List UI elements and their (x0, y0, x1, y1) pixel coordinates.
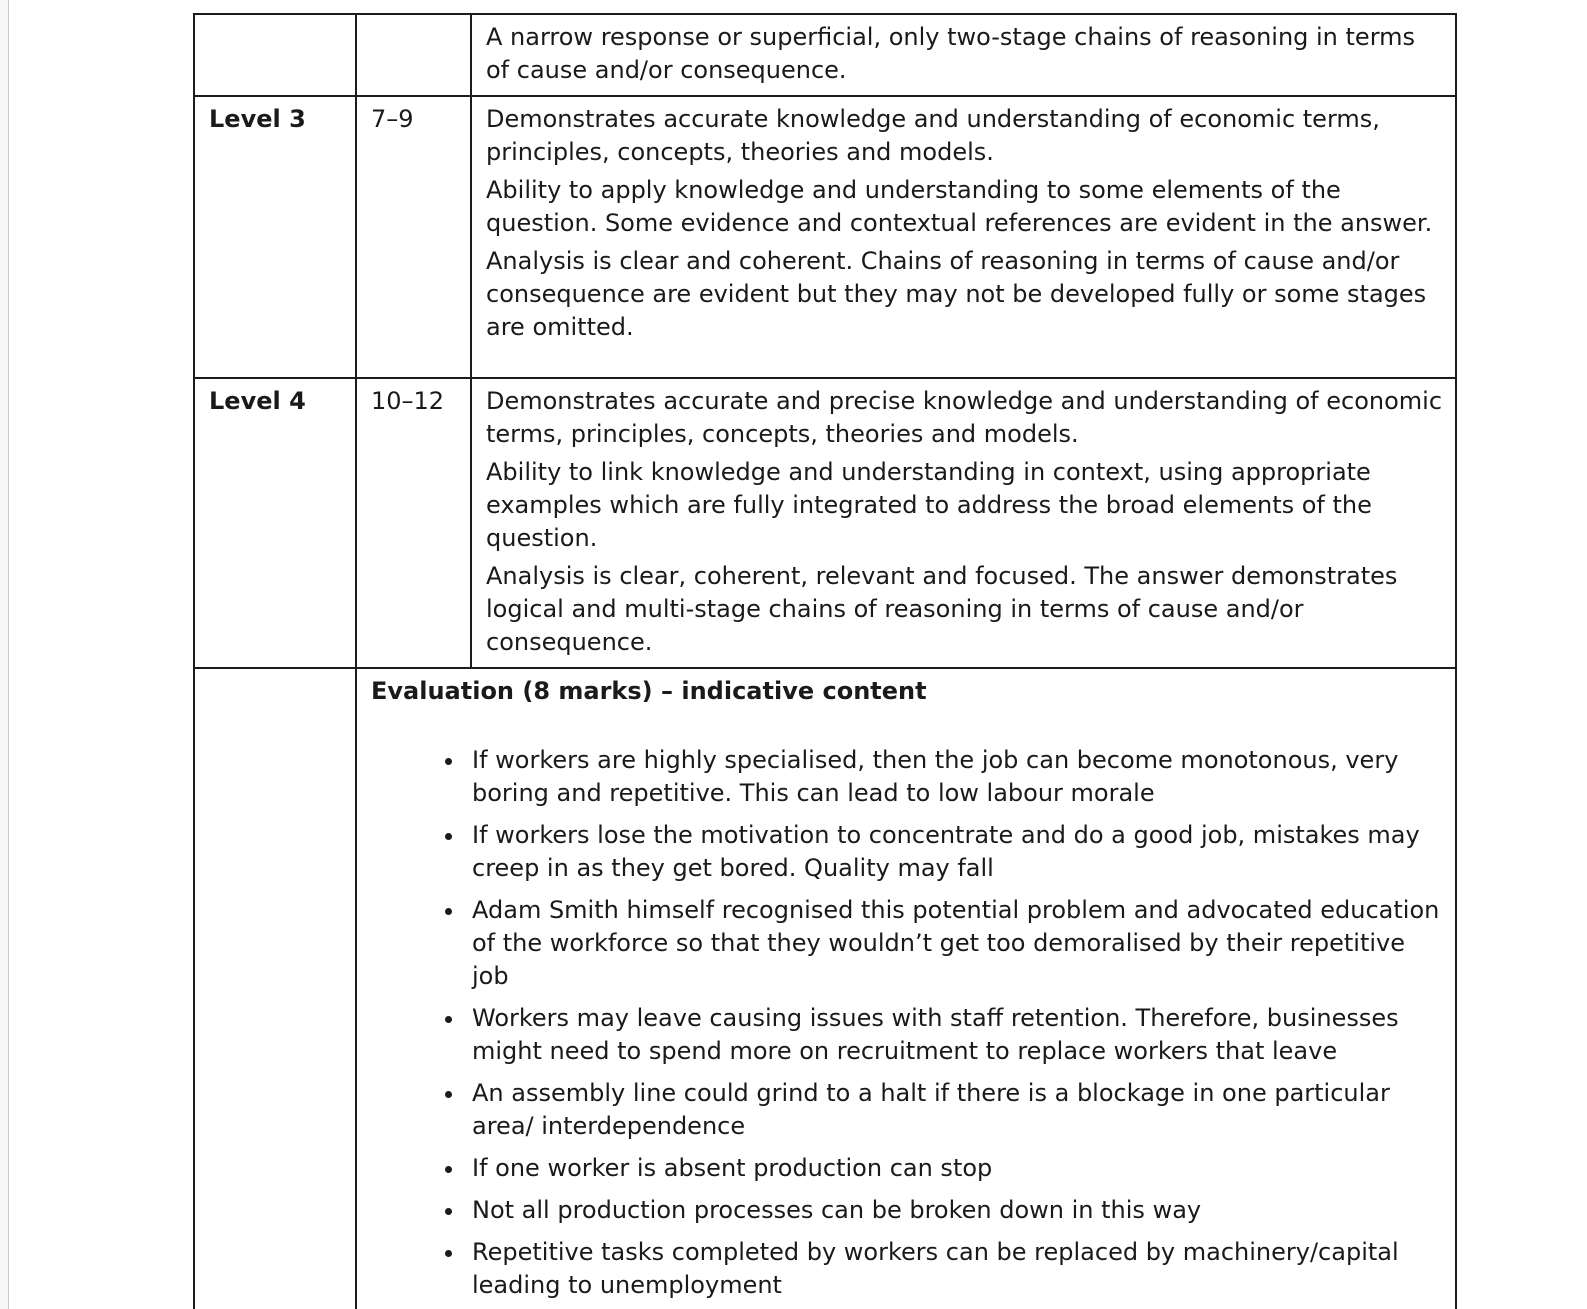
bullet-item: • If workers are highly specialised, then the job can become monotonous, very boring and repetitive. This can lead to low labour morale (466, 744, 1443, 810)
descriptor-paragraph: Ability to apply knowledge and understanding to some elements of the question. Some evidence and contextual references are evident in the answer. (486, 176, 1433, 237)
mark-scheme-table (193, 13, 1457, 1309)
descriptor-paragraph: A narrow response or superficial, only two-stage chains of reasoning in terms of cause and/or consequence. (486, 23, 1416, 84)
level-cell (194, 96, 356, 378)
page-left-rule (8, 0, 9, 1309)
bullet-item: • Adam Smith himself recognised this potential problem and advocated education of the workforce so that they wouldn’t get too demoralised by their repetitive job (466, 894, 1443, 993)
level-cell (194, 14, 356, 96)
evaluation-cell (356, 668, 1456, 1309)
table-row-level4 (194, 378, 1456, 668)
bullet-item: • If one worker is absent production can stop (466, 1152, 1443, 1185)
descriptor-cell (471, 378, 1456, 668)
level-label: Level 4 (209, 387, 306, 415)
descriptor-paragraph: Demonstrates accurate knowledge and understanding of economic terms, principles, concepts, theories and models. (486, 105, 1380, 166)
level-cell (194, 378, 356, 668)
evaluation-heading: Evaluation (8 marks) – indicative content (371, 677, 927, 705)
descriptor-paragraph: Ability to link knowledge and understanding in context, using appropriate examples which are fully integrated to address the broad elements of the question. (486, 458, 1372, 552)
descriptor-paragraph: Analysis is clear, coherent, relevant and focused. The answer demonstrates logical and multi-stage chains of reasoning in terms of cause and/or consequence. (486, 562, 1398, 656)
table-row-level2-partial (194, 14, 1456, 96)
level-label: Level 3 (209, 105, 306, 133)
bullet-item: • An assembly line could grind to a halt if there is a blockage in one particular area/ interdependence (466, 1077, 1443, 1143)
level-cell-empty (194, 668, 356, 1309)
table-row-level3 (194, 96, 1456, 378)
page-left-gutter (0, 0, 8, 1309)
descriptor-cell (471, 96, 1456, 378)
descriptor-paragraph: Demonstrates accurate and precise knowledge and understanding of economic terms, principles, concepts, theories and models. (486, 387, 1443, 448)
bullet-item: • Not all production processes can be broken down in this way (466, 1194, 1443, 1227)
marks-cell (356, 96, 471, 378)
evaluation-bullet-list (371, 744, 1443, 1302)
marks-cell (356, 378, 471, 668)
bullet-item: • Repetitive tasks completed by workers can be replaced by machinery/capital leading to unemployment (466, 1236, 1443, 1302)
bullet-item: • Workers may leave causing issues with staff retention. Therefore, businesses might need to spend more on recruitment to replace workers that leave (466, 1002, 1443, 1068)
marks-label: 7–9 (371, 105, 414, 133)
descriptor-paragraph: Analysis is clear and coherent. Chains of reasoning in terms of cause and/or consequence are evident but they may not be developed fully or some stages are omitted. (486, 247, 1427, 341)
marks-label: 10–12 (371, 387, 445, 415)
marks-cell (356, 14, 471, 96)
descriptor-cell (471, 14, 1456, 96)
bullet-item: • If workers lose the motivation to concentrate and do a good job, mistakes may creep in as they get bored. Quality may fall (466, 819, 1443, 885)
table-row-evaluation (194, 668, 1456, 1309)
